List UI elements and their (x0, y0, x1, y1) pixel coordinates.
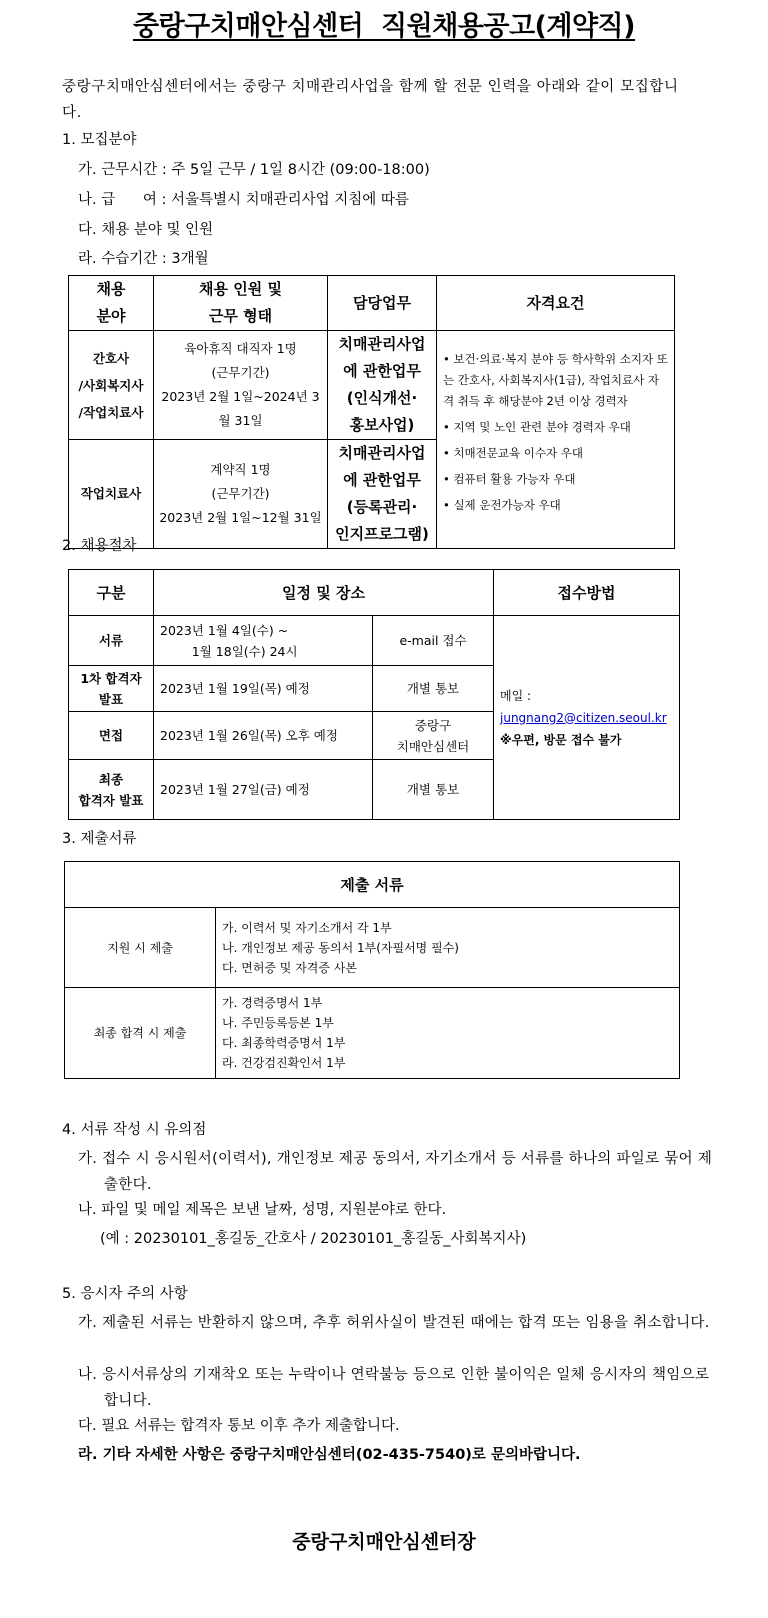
doc-item: 가. 경력증명서 1부 (222, 996, 323, 1010)
method-cell (494, 616, 680, 820)
sec1-item-hours: 가. 근무시간 : 주 5일 근무 / 1일 8시간 (09:00-18:00) (78, 162, 430, 178)
row1-field: 간호사 /사회복지사 /작업치료사 (69, 331, 154, 440)
section-5-heading: 5. 응시자 주의 사항 (62, 1286, 188, 1302)
col-header-schedule: 일정 및 장소 (154, 570, 494, 616)
section-4-heading: 4. 서류 작성 시 유의점 (62, 1122, 207, 1138)
row2-task: 치매관리사업 에 관한업무 (등록관리· 인지프로그램) (328, 440, 437, 549)
qualification-item: • 치매전문교육 이수자 우대 (443, 446, 583, 460)
method-note: ※우편, 방문 접수 불가 (500, 732, 622, 747)
proc-row-place: 개별 통보 (373, 760, 494, 820)
proc-row-date: 2023년 1월 4일(수) ~ 1월 18일(수) 24시 (154, 616, 373, 666)
proc-row-label: 최종 합격자 발표 (69, 760, 154, 820)
qualification-item: • 지역 및 노인 관련 분야 경력자 우대 (443, 420, 631, 434)
doc-item: 라. 건강검진확인서 1부 (222, 1056, 346, 1070)
doc-item: 가. 이력서 및 자기소개서 각 1부 (222, 920, 392, 935)
row2-type: 계약직 1명 (근무기간) 2023년 2월 1일~12월 31일 (154, 440, 328, 549)
section-2-heading: 2. 채용절차 (62, 538, 137, 554)
row1-task: 치매관리사업 에 관한업무 (인식개선· 홍보사업) (328, 331, 437, 440)
col-header-type: 채용 인원 및 근무 형태 (154, 276, 328, 331)
doc-item: 나. 주민등록등본 1부 (222, 1016, 334, 1030)
proc-row-date: 2023년 1월 27일(금) 예정 (154, 760, 373, 820)
section-1-heading: 1. 모집분야 (62, 132, 137, 148)
row1-type: 육아휴직 대직자 1명 (근무기간) 2023년 2월 1일~2024년 3월 31일 (154, 331, 328, 440)
sec5-item-1: 가. 제출된 서류는 반환하지 않으며, 추후 허위사실이 발견된 때에는 합격 또는 임용을 취소합니다. (78, 1315, 710, 1331)
doc-item: 나. 개인정보 제공 동의서 1부(자필서명 필수) (222, 940, 459, 955)
doc-row-items (216, 988, 680, 1079)
qualification-list (437, 331, 675, 549)
qualification-item: • 컴퓨터 활용 가능자 우대 (443, 472, 576, 486)
recruitment-table (68, 275, 675, 549)
sec4-item-2: 나. 파일 및 메일 제목은 보낸 날짜, 성명, 지원분야로 한다. (78, 1202, 447, 1218)
qualification-item: • 실제 운전가능자 우대 (443, 498, 561, 512)
proc-row-date: 2023년 1월 19일(목) 예정 (154, 666, 373, 712)
sec5-item-3: 다. 필요 서류는 합격자 통보 이후 추가 제출합니다. (78, 1418, 400, 1434)
proc-row-label: 서류 (69, 616, 154, 666)
doc-item: 다. 면허증 및 자격증 사본 (222, 960, 357, 975)
doc-row-items (216, 908, 680, 988)
qualification-item: • 보건·의료·복지 분야 등 학사학위 소지자 또는 간호사, 사회복지사(1급), 작업치료사 자격 취득 후 해당분야 2년 이상 경력자 (443, 352, 668, 408)
row2-field: 작업치료사 (69, 440, 154, 549)
proc-row-place: 개별 통보 (373, 666, 494, 712)
sec1-item-salary: 나. 급 여 : 서울특별시 치매관리사업 지침에 따름 (78, 192, 409, 208)
section-3-heading: 3. 제출서류 (62, 831, 137, 847)
page-title: 중랑구치매안심센터 직원채용공고(계약직) (133, 11, 635, 42)
sec5-item-2: 나. 응시서류상의 기재착오 또는 누락이나 연락불능 등으로 인한 불이익은 일체 응시자의 책임으로 합니다. (78, 1367, 710, 1409)
col-header-field: 채용 분야 (69, 276, 154, 331)
proc-row-place: 중랑구 치매안심센터 (373, 712, 494, 760)
col-header-category: 구분 (69, 570, 154, 616)
sec5-item-4: 라. 기타 자세한 사항은 중랑구치매안심센터(02-435-7540)로 문의바랍니다. (78, 1447, 581, 1463)
doc-item: 다. 최종학력증명서 1부 (222, 1036, 346, 1050)
doc-row-label: 최종 합격 시 제출 (65, 988, 216, 1079)
sec1-item-probation: 라. 수습기간 : 3개월 (78, 251, 209, 267)
method-email-link[interactable]: jungnang2@citizen.seoul.kr (500, 710, 667, 725)
documents-table (64, 861, 680, 1079)
proc-row-label: 1차 합격자 발표 (69, 666, 154, 712)
proc-row-date: 2023년 1월 26일(목) 오후 예정 (154, 712, 373, 760)
sec4-item-1: 가. 접수 시 응시원서(이력서), 개인정보 제공 동의서, 자기소개서 등 서류를 하나의 파일로 묶어 제출한다. (78, 1151, 713, 1193)
procedure-table (68, 569, 680, 820)
documents-table-title: 제출 서류 (65, 862, 680, 908)
sec4-example: (예 : 20230101_홍길동_간호사 / 20230101_홍길동_사회복지사) (100, 1231, 527, 1247)
method-label: 메일 : (500, 688, 532, 703)
col-header-task: 담당업무 (328, 276, 437, 331)
doc-row-label: 지원 시 제출 (65, 908, 216, 988)
col-header-qualification: 자격요건 (437, 276, 675, 331)
col-header-method: 접수방법 (494, 570, 680, 616)
intro-text: 중랑구치매안심센터에서는 중랑구 치매관리사업을 함께 할 전문 인력을 아래와 같이 모집합니다. (62, 79, 679, 121)
proc-row-place: e-mail 접수 (373, 616, 494, 666)
sec1-item-field: 다. 채용 분야 및 인원 (78, 222, 214, 238)
footer-signature: 중랑구치매안심센터장 (292, 1531, 476, 1553)
proc-row-label: 면접 (69, 712, 154, 760)
